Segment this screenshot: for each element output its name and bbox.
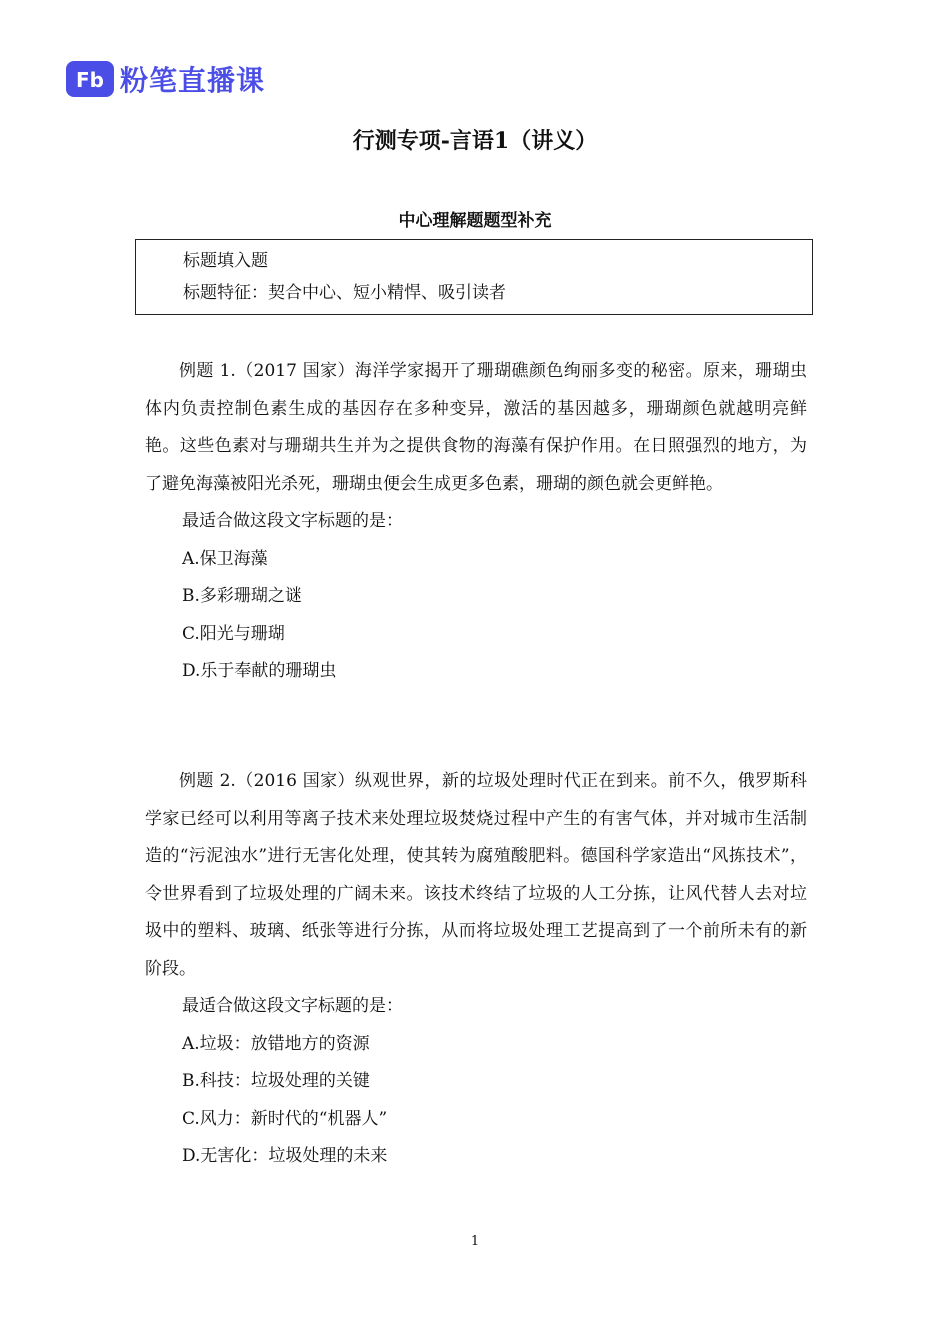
option-c: C.阳光与珊瑚 (182, 623, 285, 644)
question-2 (145, 763, 807, 1176)
page-number: 1 (470, 1234, 480, 1249)
logo-text: 粉笔直播课 (120, 64, 266, 97)
section-title: 中心理解题题型补充 (398, 211, 552, 231)
option-c: C.风力：新时代的“机器人” (182, 1108, 388, 1129)
box-line-features: 标题特征：契合中心、短小精悍、吸引读者 (183, 283, 506, 303)
document-title: 行测专项-言语1（讲义） (352, 128, 598, 154)
box-line-question-type: 标题填入题 (183, 251, 268, 271)
question-1 (145, 353, 807, 691)
question-prompt: 最适合做这段文字标题的是： (182, 511, 403, 531)
title-feature-box (135, 239, 813, 315)
brand-logo (66, 60, 265, 98)
option-b: B.多彩珊瑚之谜 (182, 586, 302, 606)
question-prompt: 最适合做这段文字标题的是： (182, 996, 403, 1016)
question-stem: 例题 1.（2017 国家）海洋学家揭开了珊瑚礁颜色绚丽多变的秘密。原来，珊瑚虫体内负责控制色素生成的基因存在多种变异，激活的基因越多，珊瑚颜色就越明亮鲜艳。这些色素对与珊瑚共生并为之提供食物的海藻有保护作用。在日照强烈的地方，为了避免海藻被阳光杀死，珊瑚虫便会生成更多色素，珊瑚的颜色就会更鲜艳。 (145, 361, 807, 494)
fenbi-logo-icon (66, 61, 114, 97)
option-d: D.乐于奉献的珊瑚虫 (182, 661, 337, 681)
logo-mark-text: Fb (76, 68, 104, 92)
option-a: A.垃圾：放错地方的资源 (182, 1033, 370, 1054)
option-d: D.无害化：垃圾处理的未来 (182, 1146, 388, 1166)
option-b: B.科技：垃圾处理的关键 (182, 1071, 370, 1091)
question-stem: 例题 2.（2016 国家）纵观世界，新的垃圾处理时代正在到来。前不久，俄罗斯科学家已经可以利用等离子技术来处理垃圾焚烧过程中产生的有害气体，并对城市生活制造的“污泥浊水”进行无害化处理，使其转为腐殖酸肥料。德国科学家造出“风拣技术”，令世界看到了垃圾处理的广阔未来。该技术终结了垃圾的人工分拣，让风代替人去对垃圾中的塑料、玻璃、纸张等进行分拣，从而将垃圾处理工艺提高到了一个前所未有的新阶段。 (145, 771, 807, 979)
option-a: A.保卫海藻 (182, 548, 268, 569)
